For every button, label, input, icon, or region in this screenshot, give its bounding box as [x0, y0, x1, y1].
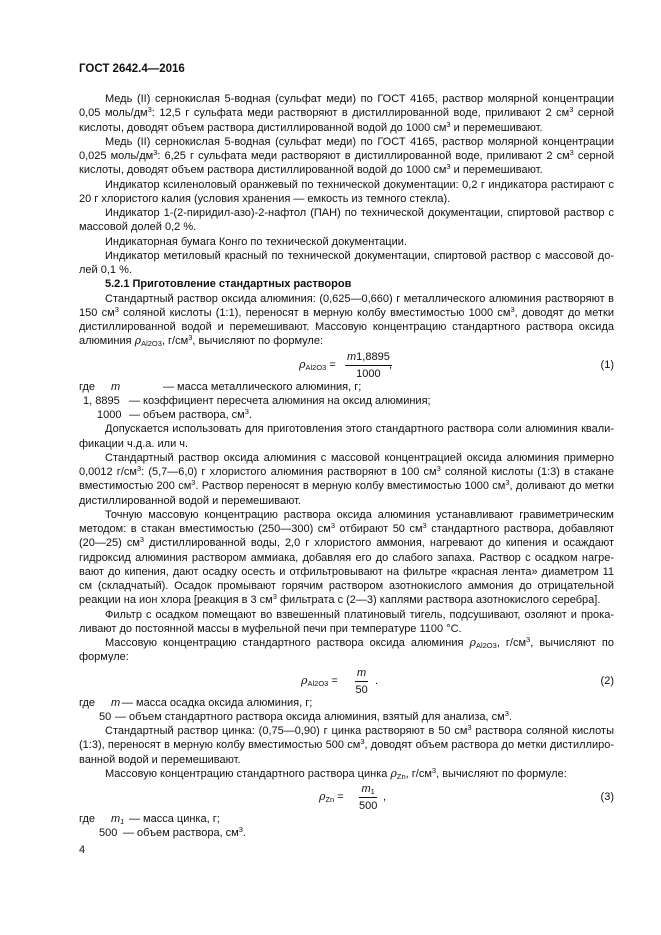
- paragraph-alumina-standard: Стандартный раствор оксида алюминия: (0,625—0,660) г металлического алюминия растворяют в 150 $см^3$ соляной кислоты (1:1), переносят в мерную колбу вместимостью 1000 $см^3$, доводят до метки дистиллированной водой и перемешивают. Массовую концентрацию стандартного раствора оксида алюминия $\rho_{Al2O3}$, $г/см^3$, вычисляют по формуле:: [79, 292, 614, 349]
- paragraph-alternative-salts: Допускается использовать для приготовления этого стандартного раствора соли алюминия квалификации ч.д.а. или ч.: [79, 423, 614, 450]
- formula-3-definitions: где $m_1$ — масса цинка, г; 500 — объем раствора, $см^3$.: [79, 813, 246, 840]
- formula-3: $\rho_{Zn}$ = $\frac{m_1}{500}$ , (3): [319, 783, 614, 813]
- paragraph-xylenol-orange: Индикатор ксиленоловый оранжевый по технической документации: 0,2 г индикатора растирают с 20 г хлористого калия (условия хранения — емкость из темного стекла).: [79, 178, 614, 205]
- paragraph-copper-sulfate-005: Медь (II) сернокислая 5-водная (сульфат меди) по ГОСТ 4165, раствор молярной концентрации 0,05 моль/$дм^3$: 12,5 г сульфата меди растворяют в дистиллированной воде, приливают 2 $см^3$ серной кислоты, доводят объем раствора дистиллированной водой до 1000 $см^3$ и перемешивают.: [79, 93, 614, 134]
- paragraph-zinc-concentration: Массовую концентрацию стандартного раствора цинка $\rho_{Zn}$, $г/см^3$, вычисляют по формуле:: [105, 765, 567, 781]
- paragraph-congo-paper: Индикаторная бумага Конго по технической документации.: [105, 235, 407, 248]
- formula-2-number: (2): [600, 674, 614, 687]
- formula-1-lhs: $\rho_{Al2O3}$ =: [299, 357, 336, 372]
- formula-1-definitions: где m — масса металлического алюминия, г; 1, 8895 — коэффициент пересчета алюминия на оксид алюминия; 1000 — объем раствора, $см^3$.: [79, 380, 431, 421]
- paragraph-pan-indicator: Индикатор 1-(2-пиридил-азо)-2-нафтол (ПАН) по технической документации, спиртовой раствор с массовой долей 0,2 %.: [79, 207, 614, 234]
- paragraph-methyl-red: Индикатор метиловый красный по технической документации, спиртовой раствор с массовой долей 0,1 %.: [79, 249, 614, 276]
- formula-3-number: (3): [600, 791, 614, 803]
- formula-2-fraction: $\frac{m}{50}$: [355, 666, 368, 696]
- formula-2-lhs: $\rho_{Al2O3}$ =: [301, 673, 338, 688]
- formula-1-number: (1): [600, 358, 614, 371]
- formula-3-lhs: $\rho_{Zn}$ =: [319, 790, 344, 804]
- document-body: [79, 92, 614, 841]
- paragraph-filter-ignition: Фильтр с осадком помещают во взвешенный платиновый тигель, подсушивают, озоляют и прокаливают до постоянной массы в муфельной печи при температуре 1100 °С.: [79, 608, 614, 635]
- paragraph-gravimetric-method: Точную массовую концентрацию раствора оксида алюминия устанавливают гравиметрическим методом: в стакан вместимостью (250—300) $см^3$ отбирают 50 $см^3$ стандартного раствора, добавляют (20—25) $см^3$ дистиллированной воды, 2,0 г хлористого аммония, нагревают до кипения и осаждают гидроксид алюминия раствором аммиака, добавляя его до слабого запаха. Раствор с осадком нагревают до кипения, дают осадку осесть и отфильтровывают на фильтре «красная лента» диаметром 11 см (складчатый). Осадок промывают горячим раствором азотнокислого аммония до отрицательной реакции на ион хлора [реакция в 3 $см^3$ фильтрата с (2—3) каплями раствора азотнокислого серебра].: [79, 508, 614, 607]
- formula-2-definitions: где m — масса осадка оксида алюминия, г; 50 — объем стандартного раствора оксида алюминия, взятый для анализа, $см^3$.: [79, 696, 512, 723]
- formula-3-fraction: $\frac{m_1}{500}$: [359, 783, 378, 813]
- paragraph-zinc-standard: Стандартный раствор цинка: (0,75—0,90) г цинка растворяют в 50 $см^3$ раствора соляной кислоты (1:3), переносят в мерную колбу вместимостью 500 $см^3$, доводят объем раствора до метки дистиллированной водой и перемешивают.: [79, 723, 614, 766]
- document-header: ГОСТ 2642.4—2016: [79, 63, 185, 75]
- paragraph-copper-sulfate-0025: Медь (II) сернокислая 5-водная (сульфат меди) по ГОСТ 4165, раствор молярной концентрации 0,025 моль/$дм^3$: 6,25 г сульфата меди растворяют в дистиллированной воде, приливают 2 $см^3$ серной кислоты, доводят объем раствора дистиллированной водой до 1000 $см^3$ и перемешивают.: [79, 135, 614, 177]
- formula-1: $\rho_{Al2O3}$ = $\frac{m1,8895}{1000}$ , (1): [299, 350, 614, 380]
- formula-2: $\rho_{Al2O3}$ = $\frac{m}{50}$ . (2): [301, 666, 614, 696]
- page-number: 4: [79, 844, 86, 856]
- paragraph-mass-concentration-2: Массовую концентрацию стандартного раствора оксида алюминия $\rho_{Al2O3}$, $г/см^3$, вычисляют по формуле:: [79, 635, 614, 664]
- paragraph-alumina-0012: Стандартный раствор оксида алюминия с массовой концентрацией оксида алюминия примерно 0,0012 $г/см^3$: (5,7—6,0) г хлористого алюминия растворяют в 100 $см^3$ соляной кислоты (1:3) в стакане вместимостью 200 $см^3$. Раствор переносят в мерную колбу вместимостью 1000 $см^3$, доливают до метки дистиллированной водой и перемешивают.: [79, 451, 615, 507]
- section-heading: 5.2.1 Приготовление стандартных растворов: [105, 278, 352, 291]
- formula-1-fraction: $\frac{m1,8895}{1000}$: [347, 350, 390, 380]
